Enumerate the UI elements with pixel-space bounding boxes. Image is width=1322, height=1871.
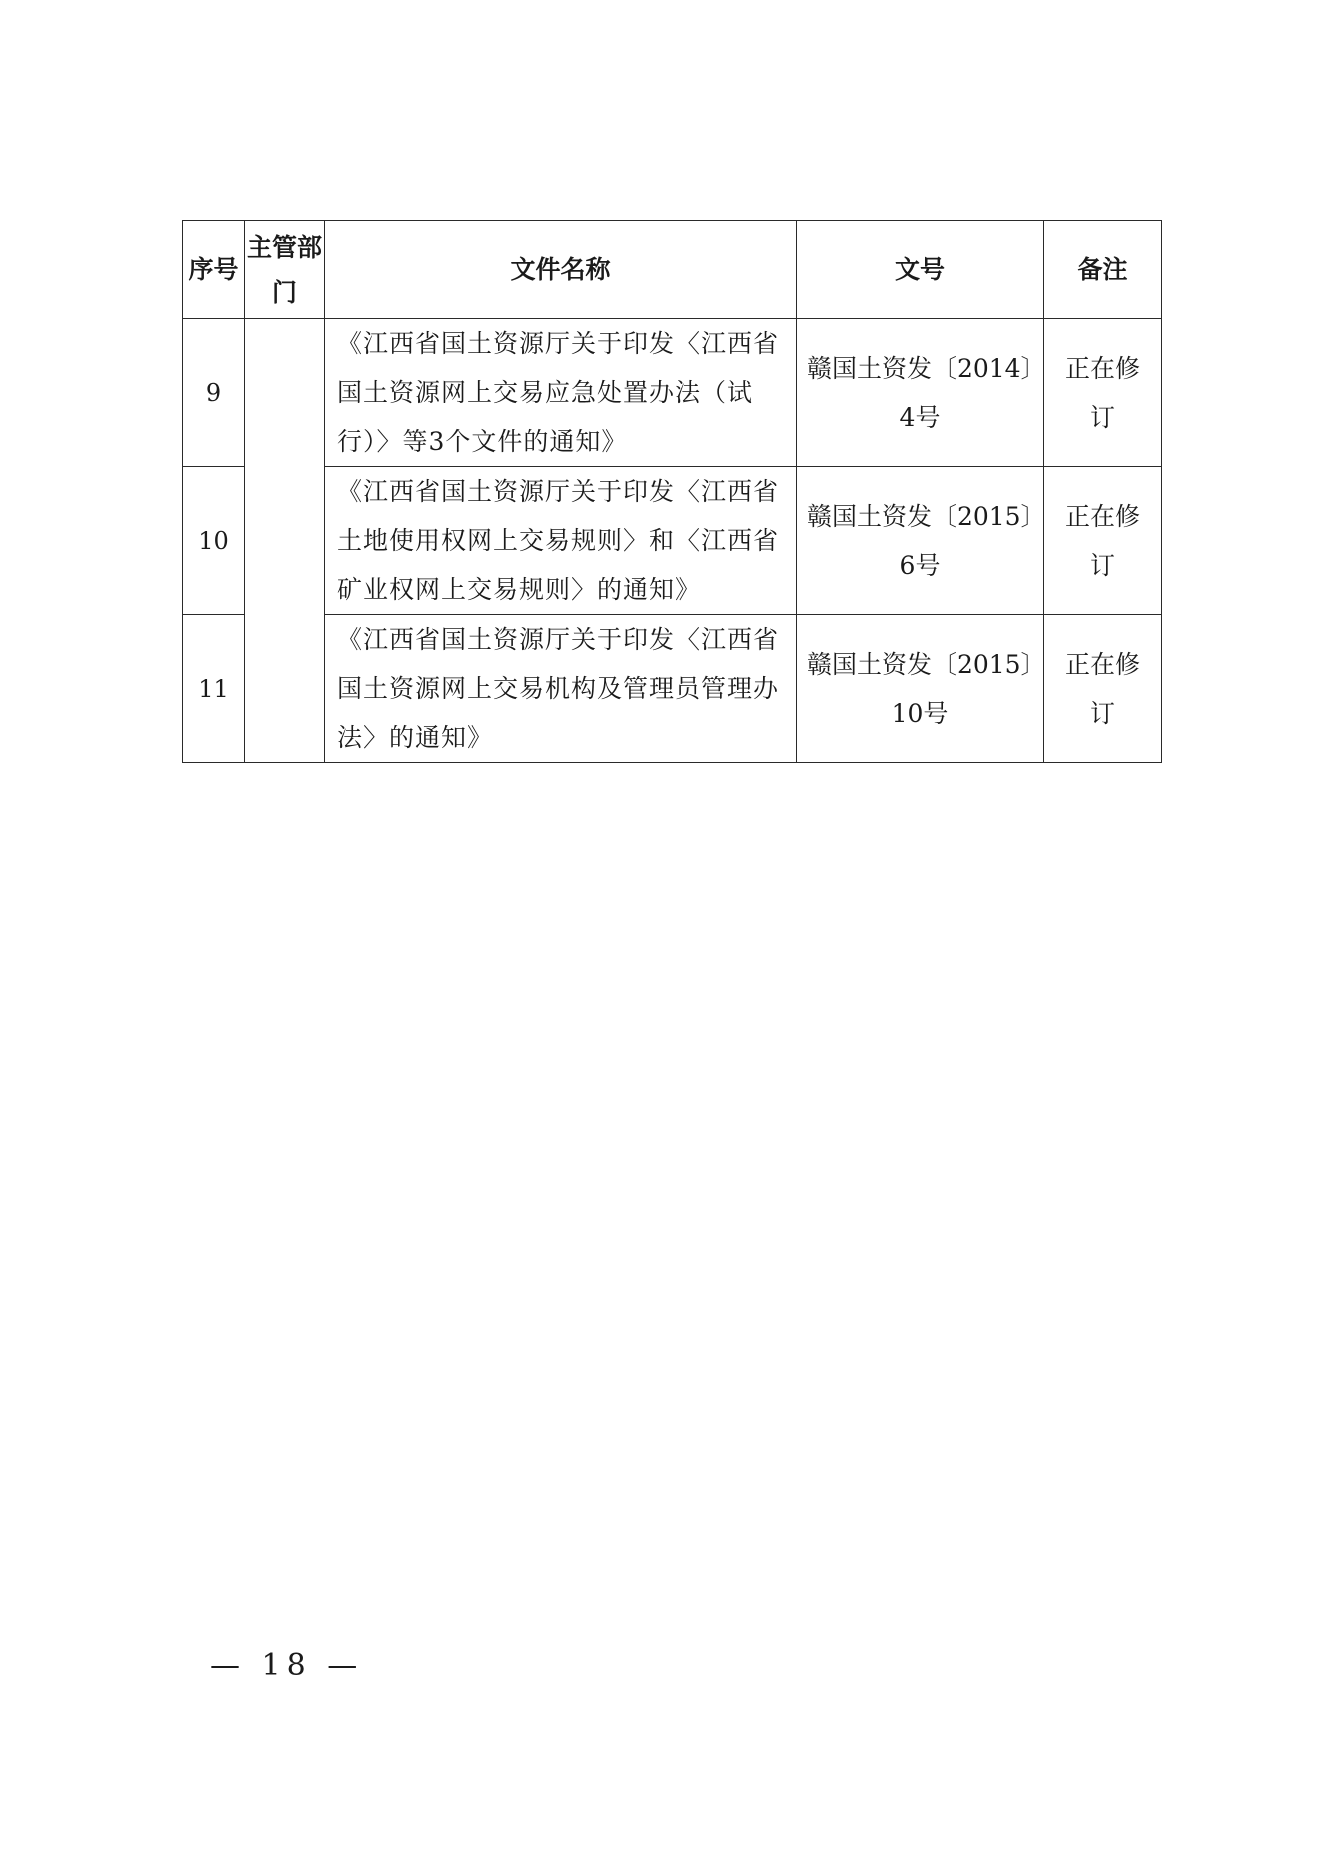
header-seq: 序号 <box>183 221 245 319</box>
cell-dept <box>245 319 325 763</box>
cell-doc-number: 赣国土资发〔2015〕6号 <box>797 467 1044 615</box>
cell-seq <box>183 467 245 615</box>
seq-value: 9 <box>205 378 222 407</box>
seq-value: 11 <box>198 674 229 703</box>
cell-remark: 正在修订 <box>1044 467 1162 615</box>
cell-seq <box>183 319 245 467</box>
cell-remark: 正在修订 <box>1044 319 1162 467</box>
table-row <box>183 467 1162 615</box>
table-row <box>183 319 1162 467</box>
header-file-name: 文件名称 <box>325 221 797 319</box>
page-number: — 18 — <box>210 1648 364 1683</box>
table-header-row <box>183 221 1162 319</box>
cell-doc-number: 赣国土资发〔2015〕10号 <box>797 615 1044 763</box>
seq-value: 10 <box>198 526 229 555</box>
table-row <box>183 615 1162 763</box>
cell-file-name: 《江西省国土资源厅关于印发〈江西省国土资源网上交易应急处置办法（试行）〉等3个文件的通知》 <box>325 319 797 467</box>
cell-doc-number: 赣国土资发〔2014〕4号 <box>797 319 1044 467</box>
document-table <box>182 220 1162 763</box>
cell-remark: 正在修订 <box>1044 615 1162 763</box>
header-remark: 备注 <box>1044 221 1162 319</box>
cell-seq <box>183 615 245 763</box>
header-dept: 主管部门 <box>245 221 325 319</box>
header-doc-number: 文号 <box>797 221 1044 319</box>
cell-file-name: 《江西省国土资源厅关于印发〈江西省土地使用权网上交易规则〉和〈江西省矿业权网上交易规则〉的通知》 <box>325 467 797 615</box>
cell-file-name: 《江西省国土资源厅关于印发〈江西省国土资源网上交易机构及管理员管理办法〉的通知》 <box>325 615 797 763</box>
